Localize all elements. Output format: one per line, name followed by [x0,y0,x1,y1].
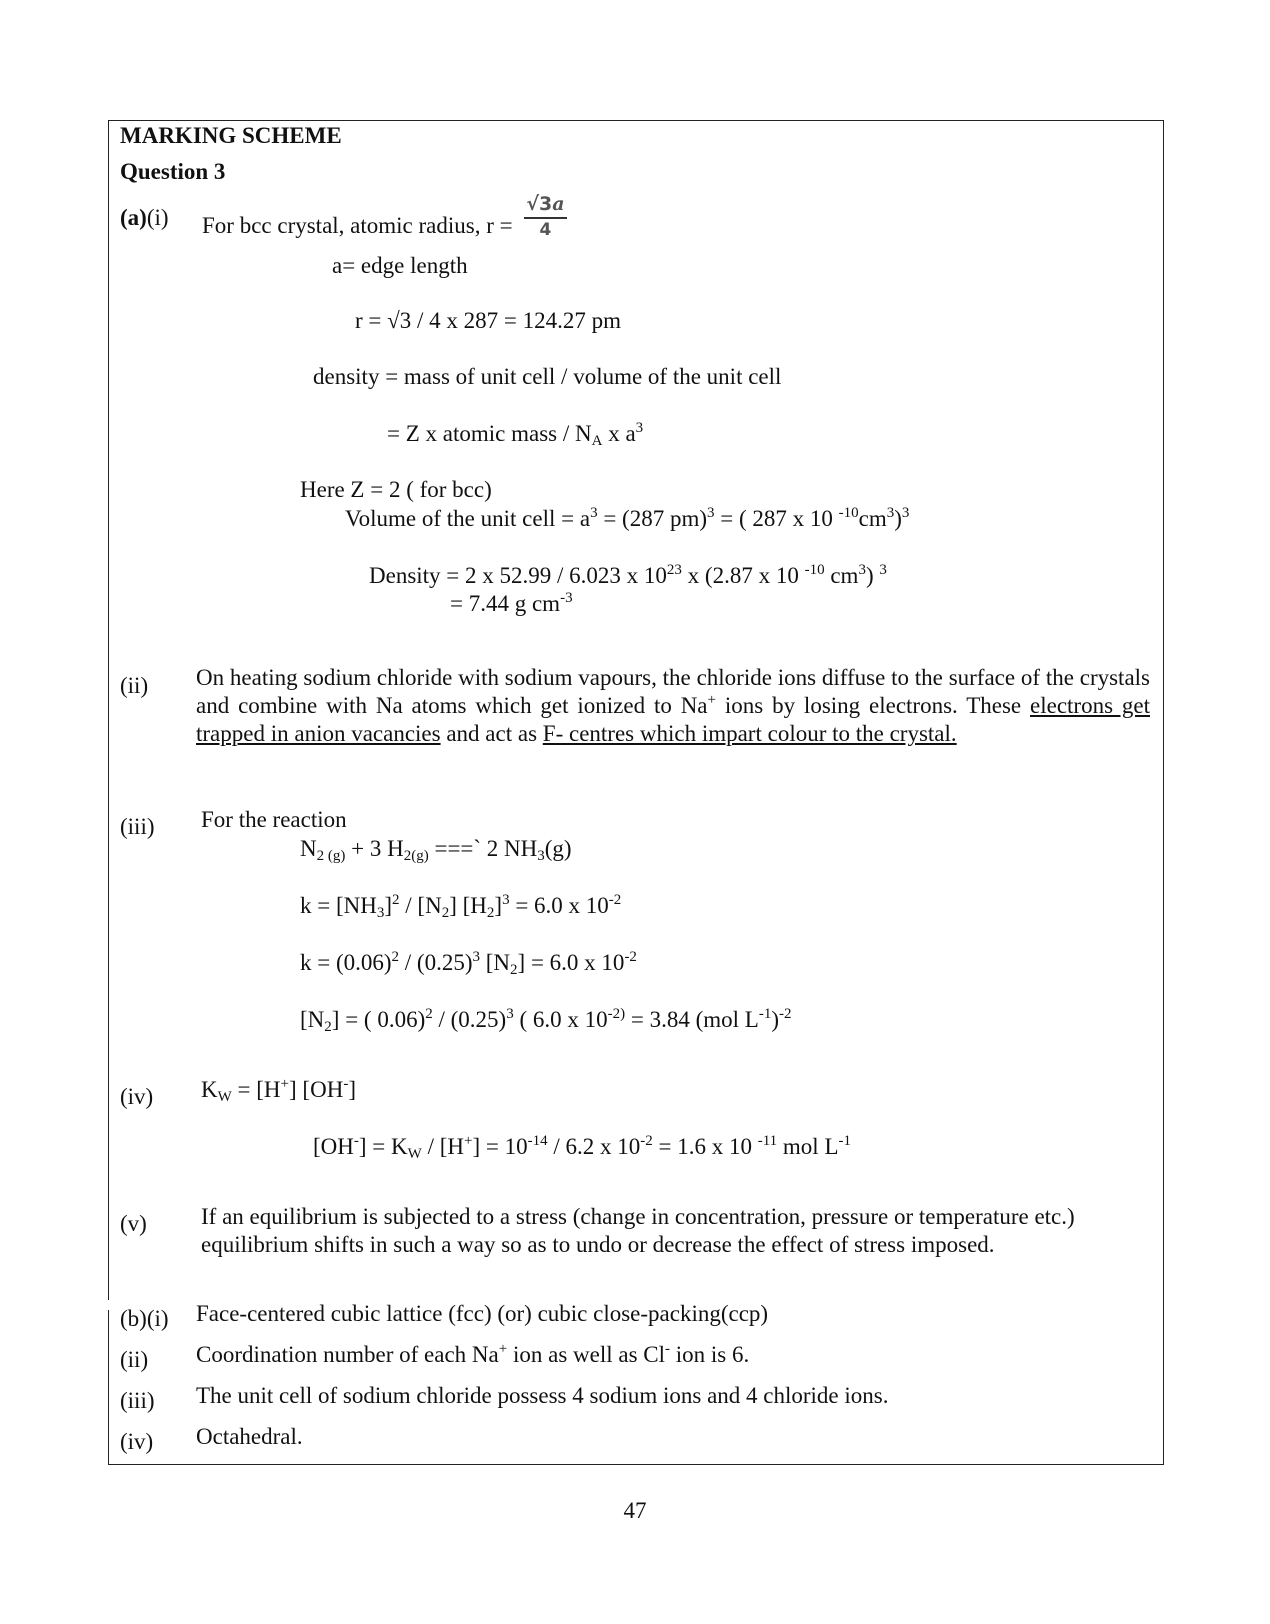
label-b-iv: (iv) [120,1429,154,1454]
label-a-i [120,204,169,232]
le-chatelier-line2: equilibrium shifts in such a way so as to undo or decrease the effect of stress imposed. [201,1232,995,1257]
b-i-answer: Face-centered cubic lattice (fcc) (or) cubic close-packing(ccp) [196,1301,769,1326]
volume-unit-cell: Volume of the unit cell = $a^3 = (287$ pm)$^3$ = ( 287 x 10 $^{-10}cm^3)^3$ [345,505,910,531]
reaction-equation: $N_{2 (g)} + 3$ $H_{2(g)}$ ===` 2 $NH_3(g)$ [300,836,572,864]
label-a-iv: (iv) [120,1084,154,1109]
answer-border [108,120,1164,1465]
k-substitution: $k = (0.06)^2 / (0.25)^3$ $[N_2] = 6.0$ x $10^{-2}$ [300,949,637,978]
label-a-iii: (iii) [120,814,155,839]
kw-expression: $K_W = [H^+]$ [OH-] [201,1076,356,1105]
edge-length-def: a= edge length [332,253,468,278]
radius-calculation: r = √3 / 4 x 287 = 124.27 pm [355,308,622,333]
label-b-ii: (ii) [120,1347,149,1372]
density-calculation: Density = 2 x 52.99 / 6.023 x $10^{23}$ x (2.87 x 10 $^{-10}$ $cm^3$) $^3$ [369,562,887,588]
equilibrium-constant: $k = [NH_3]^2 / [N_2] [H_2]^3 = 6.0$ x $10^{-2}$ [300,892,622,921]
density-formula: = Z x atomic mass / $N_A$ x $a^3$ [387,420,644,449]
label-a-ii: (ii) [120,673,149,698]
density-result: = 7.44 g $cm^{-3}$ [450,590,573,616]
border-gap [106,1300,110,1310]
n2-result: $[N_2]$ = ( $0.06)^2 / (0.25)^3$ ( 6.0 x $10^{-2)} = 3.84$ (mol $L^{-1})^{-2}$ [300,1006,792,1035]
label-a-v: (v) [120,1211,147,1236]
b-iv-answer: Octahedral. [196,1424,303,1449]
question-heading: Question 3 [120,159,226,184]
f-centre-explanation: On heating sodium chloride with sodium vapours, the chloride ions diffuse to the surface of the crystals and combine with Na atoms which get ionized to Na+ ions by losing electrons. These electrons get trapped in anion vacancies and act as F- centres which impart colour to the crystal. [196,665,1150,746]
b-ii-answer: Coordination number of each Na+ ion as well as Cl- ion is 6. [196,1341,750,1367]
z-value: Here Z = 2 ( for bcc) [300,477,492,502]
label-a: (a) [120,205,147,230]
le-chatelier-line1: If an equilibrium is subjected to a stress (change in concentration, pressure or temperature etc.) [201,1204,1075,1229]
page-number: 47 [623,1498,647,1523]
marking-scheme-title: MARKING SCHEME [120,123,342,148]
radius-formula: For bcc crystal, atomic radius, r = $\frac{√3a}{4}$ [202,193,565,241]
label-b-iii: (iii) [120,1388,155,1413]
hydroxide-calculation: $[OH^-] = K_W / [H^+] = 10^{-14} / 6.2$ x $10^{-2} = 1.6$ x 10 $^{-11}$ mol $L^{-1}$ [313,1133,852,1162]
label-i: (i) [146,205,169,230]
b-iii-answer: The unit cell of sodium chloride possess 4 sodium ions and 4 chloride ions. [196,1383,889,1408]
label-b-i: (b)(i) [120,1306,169,1331]
reaction-intro: For the reaction [201,807,347,832]
radius-fraction: $\frac{√3a}{4}$ [526,193,565,241]
density-definition: density = mass of unit cell / volume of the unit cell [313,364,782,389]
